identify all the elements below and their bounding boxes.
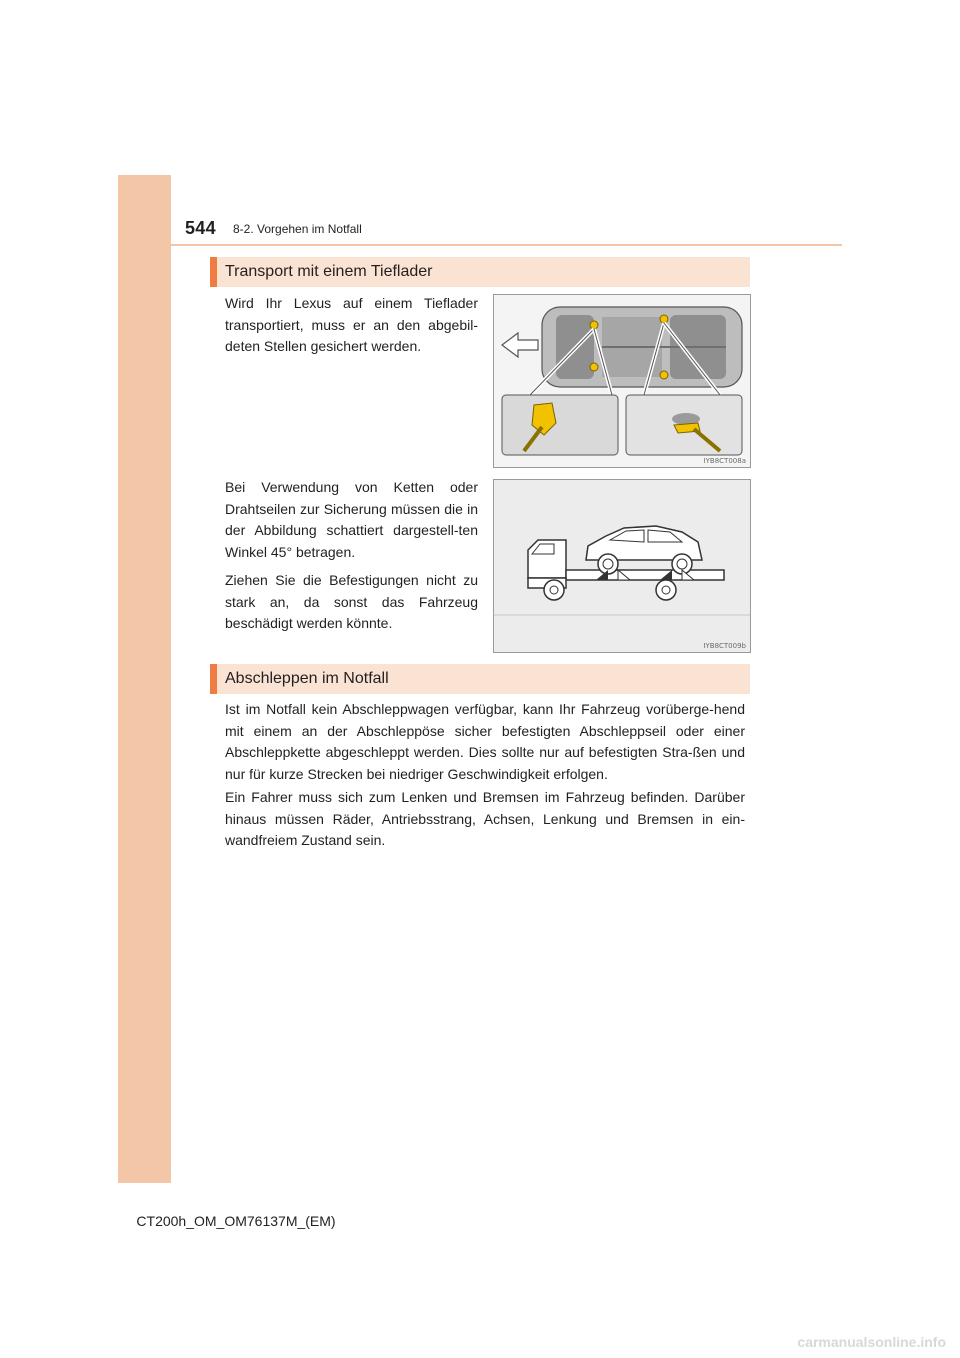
section-heading-towing <box>210 664 750 694</box>
section-heading-text: Abschleppen im Notfall <box>225 670 389 687</box>
heading-accent-bar <box>210 664 217 694</box>
section-heading-transport <box>210 257 750 287</box>
figure-tiedown-points <box>493 294 751 468</box>
underbody-illustration <box>494 295 750 467</box>
figure-code: IYB8CT008a <box>703 457 746 465</box>
paragraph-transport-intro: Wird Ihr Lexus auf einem Tieflader transportiert, muss er an den abgebil-deten Stellen gesichert werden. <box>225 295 478 354</box>
watermark: carmanualsonline.info <box>797 1334 946 1350</box>
figure-flatbed-truck <box>493 479 751 653</box>
figure-code: IYB8CT009b <box>703 642 746 650</box>
heading-accent-bar <box>210 257 217 287</box>
section-heading-text: Transport mit einem Tieflader <box>225 263 433 280</box>
flatbed-illustration <box>494 480 750 652</box>
page-number: 544 <box>185 218 216 238</box>
section-label: 8-2. Vorgehen im Notfall <box>233 222 362 236</box>
paragraph-tighten-warning: Ziehen Sie die Befestigungen nicht zu stark an, da sonst das Fahrzeug beschädigt werden könnte. <box>225 572 478 631</box>
chapter-sidebar <box>118 175 171 1183</box>
paragraph-emergency-towing: Ist im Notfall kein Abschleppwagen verfügbar, kann Ihr Fahrzeug vorüberge-hend mit einem an der Abschleppöse sicher befestigten Abschleppseil oder einer Abschleppkette abgeschleppt werden. Dies sollte nur auf befestigten Stra-ßen und nur für kurze Strecken bei niedriger Geschwindigkeit erfolgen. <box>225 701 745 782</box>
header-divider <box>118 244 842 246</box>
paragraph-driver-requirement: Ein Fahrer muss sich zum Lenken und Bremsen im Fahrzeug befinden. Darüber hinaus müssen Räder, Antriebsstrang, Achsen, Lenkung und Bremsen in ein-wandfreiem Zustand sein. <box>225 789 745 848</box>
document-id: CT200h_OM_OM76137M_(EM) <box>136 1213 336 1229</box>
paragraph-chain-angle: Bei Verwendung von Ketten oder Drahtseilen zur Sicherung müssen die in der Abbildung schattiert dargestell-ten Winkel 45° betragen. <box>225 479 478 560</box>
